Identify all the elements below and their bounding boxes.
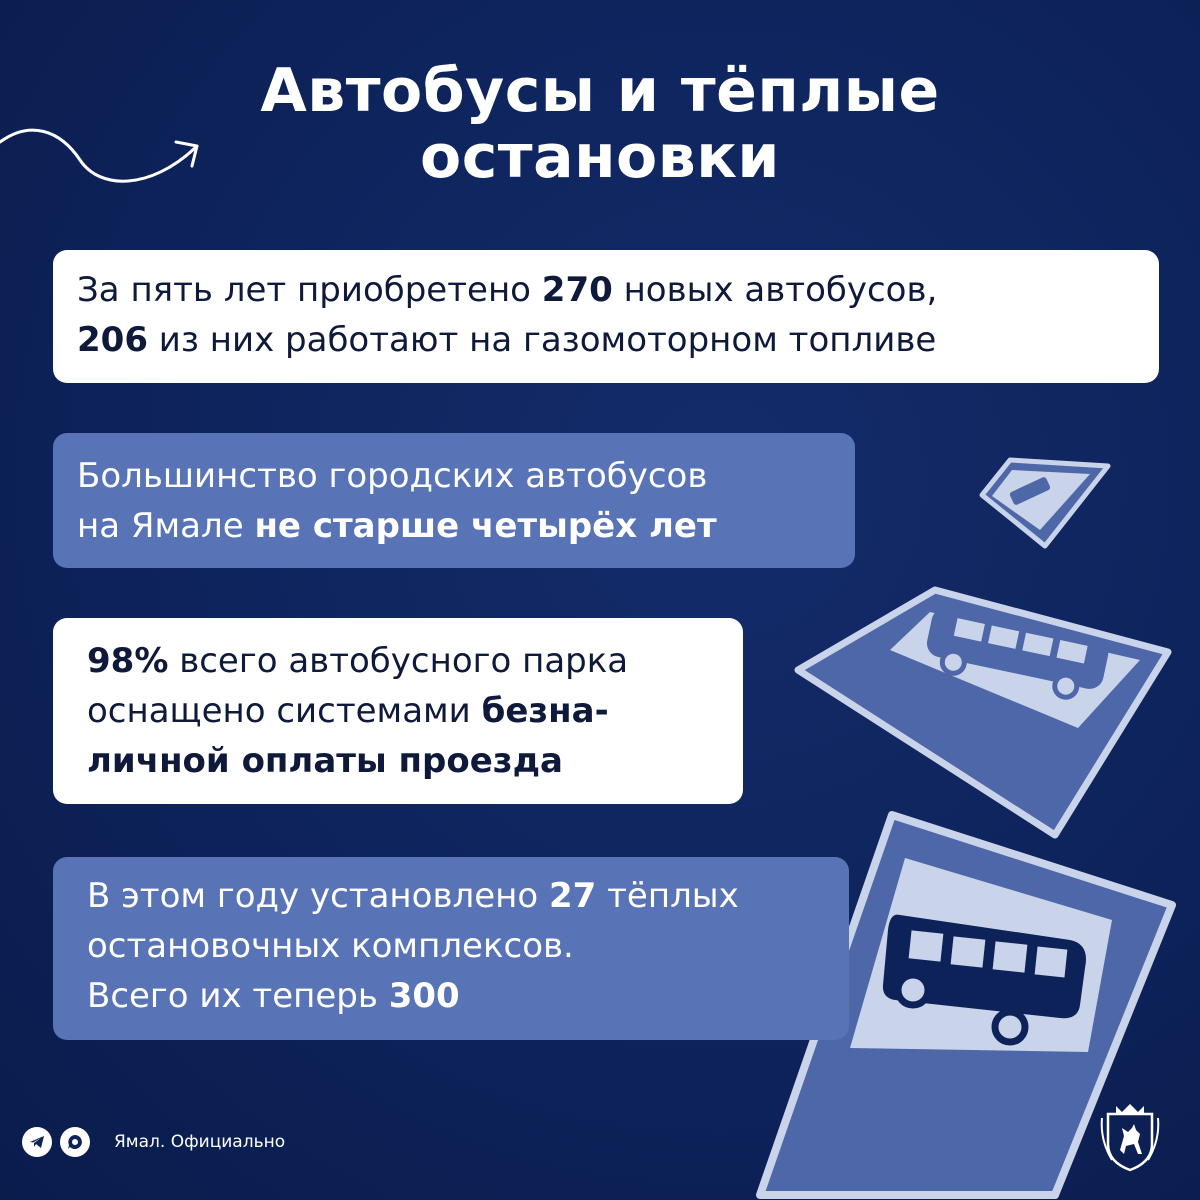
bus-stop-sign-small-icon	[982, 460, 1108, 546]
body-text: За пять лет приобретено	[77, 270, 542, 310]
footer-branding	[22, 1125, 285, 1159]
highlight-text: 300	[388, 976, 460, 1016]
body-text: остановочных комплексов.	[87, 926, 574, 966]
body-text: оснащено системами	[87, 691, 482, 731]
title-line-1: Автобусы и тёплые	[260, 56, 940, 126]
card-text-line	[87, 871, 849, 921]
bus-stop-sign-medium-icon	[798, 590, 1168, 835]
highlight-text: 206	[77, 320, 148, 360]
body-text: тёплых	[596, 876, 739, 916]
highlight-text: личной оплаты проезда	[87, 741, 563, 781]
yamal-coat-of-arms-logo	[1098, 1100, 1162, 1172]
card-text-line	[77, 315, 1159, 365]
body-text: новых автобусов,	[612, 270, 938, 310]
body-text: на Ямале	[77, 506, 255, 546]
vk-messenger-icon[interactable]	[60, 1127, 90, 1157]
fact-card-cashless-payment	[53, 618, 743, 804]
title-line-2: остановки	[420, 122, 780, 192]
telegram-icon[interactable]	[22, 1127, 52, 1157]
body-text: Большинство городских автобусов	[77, 456, 708, 496]
card-text-line	[87, 686, 743, 736]
card-text-line	[87, 921, 849, 971]
body-text: В этом году установлено	[87, 876, 549, 916]
highlight-text: 98%	[87, 641, 169, 681]
footer-brand-text: Ямал. Официально	[114, 1132, 286, 1152]
fact-card-new-buses	[53, 250, 1159, 383]
body-text: из них работают на газомоторном топливе	[147, 320, 937, 360]
card-text-line	[87, 971, 849, 1021]
highlight-text: 270	[541, 270, 613, 310]
card-text-line	[77, 501, 855, 551]
highlight-text: не старше четырёх лет	[254, 506, 717, 546]
highlight-text: 27	[548, 876, 597, 916]
page-title	[0, 58, 1200, 190]
card-text-line	[87, 736, 743, 786]
highlight-text: безна-	[481, 691, 609, 731]
body-text: всего автобусного парка	[168, 641, 629, 681]
fact-card-warm-stops	[53, 857, 849, 1040]
fact-card-bus-age	[53, 433, 855, 568]
card-text-line	[77, 265, 1159, 315]
card-text-line	[87, 636, 743, 686]
body-text: Всего их теперь	[87, 976, 389, 1016]
card-text-line	[77, 451, 855, 501]
